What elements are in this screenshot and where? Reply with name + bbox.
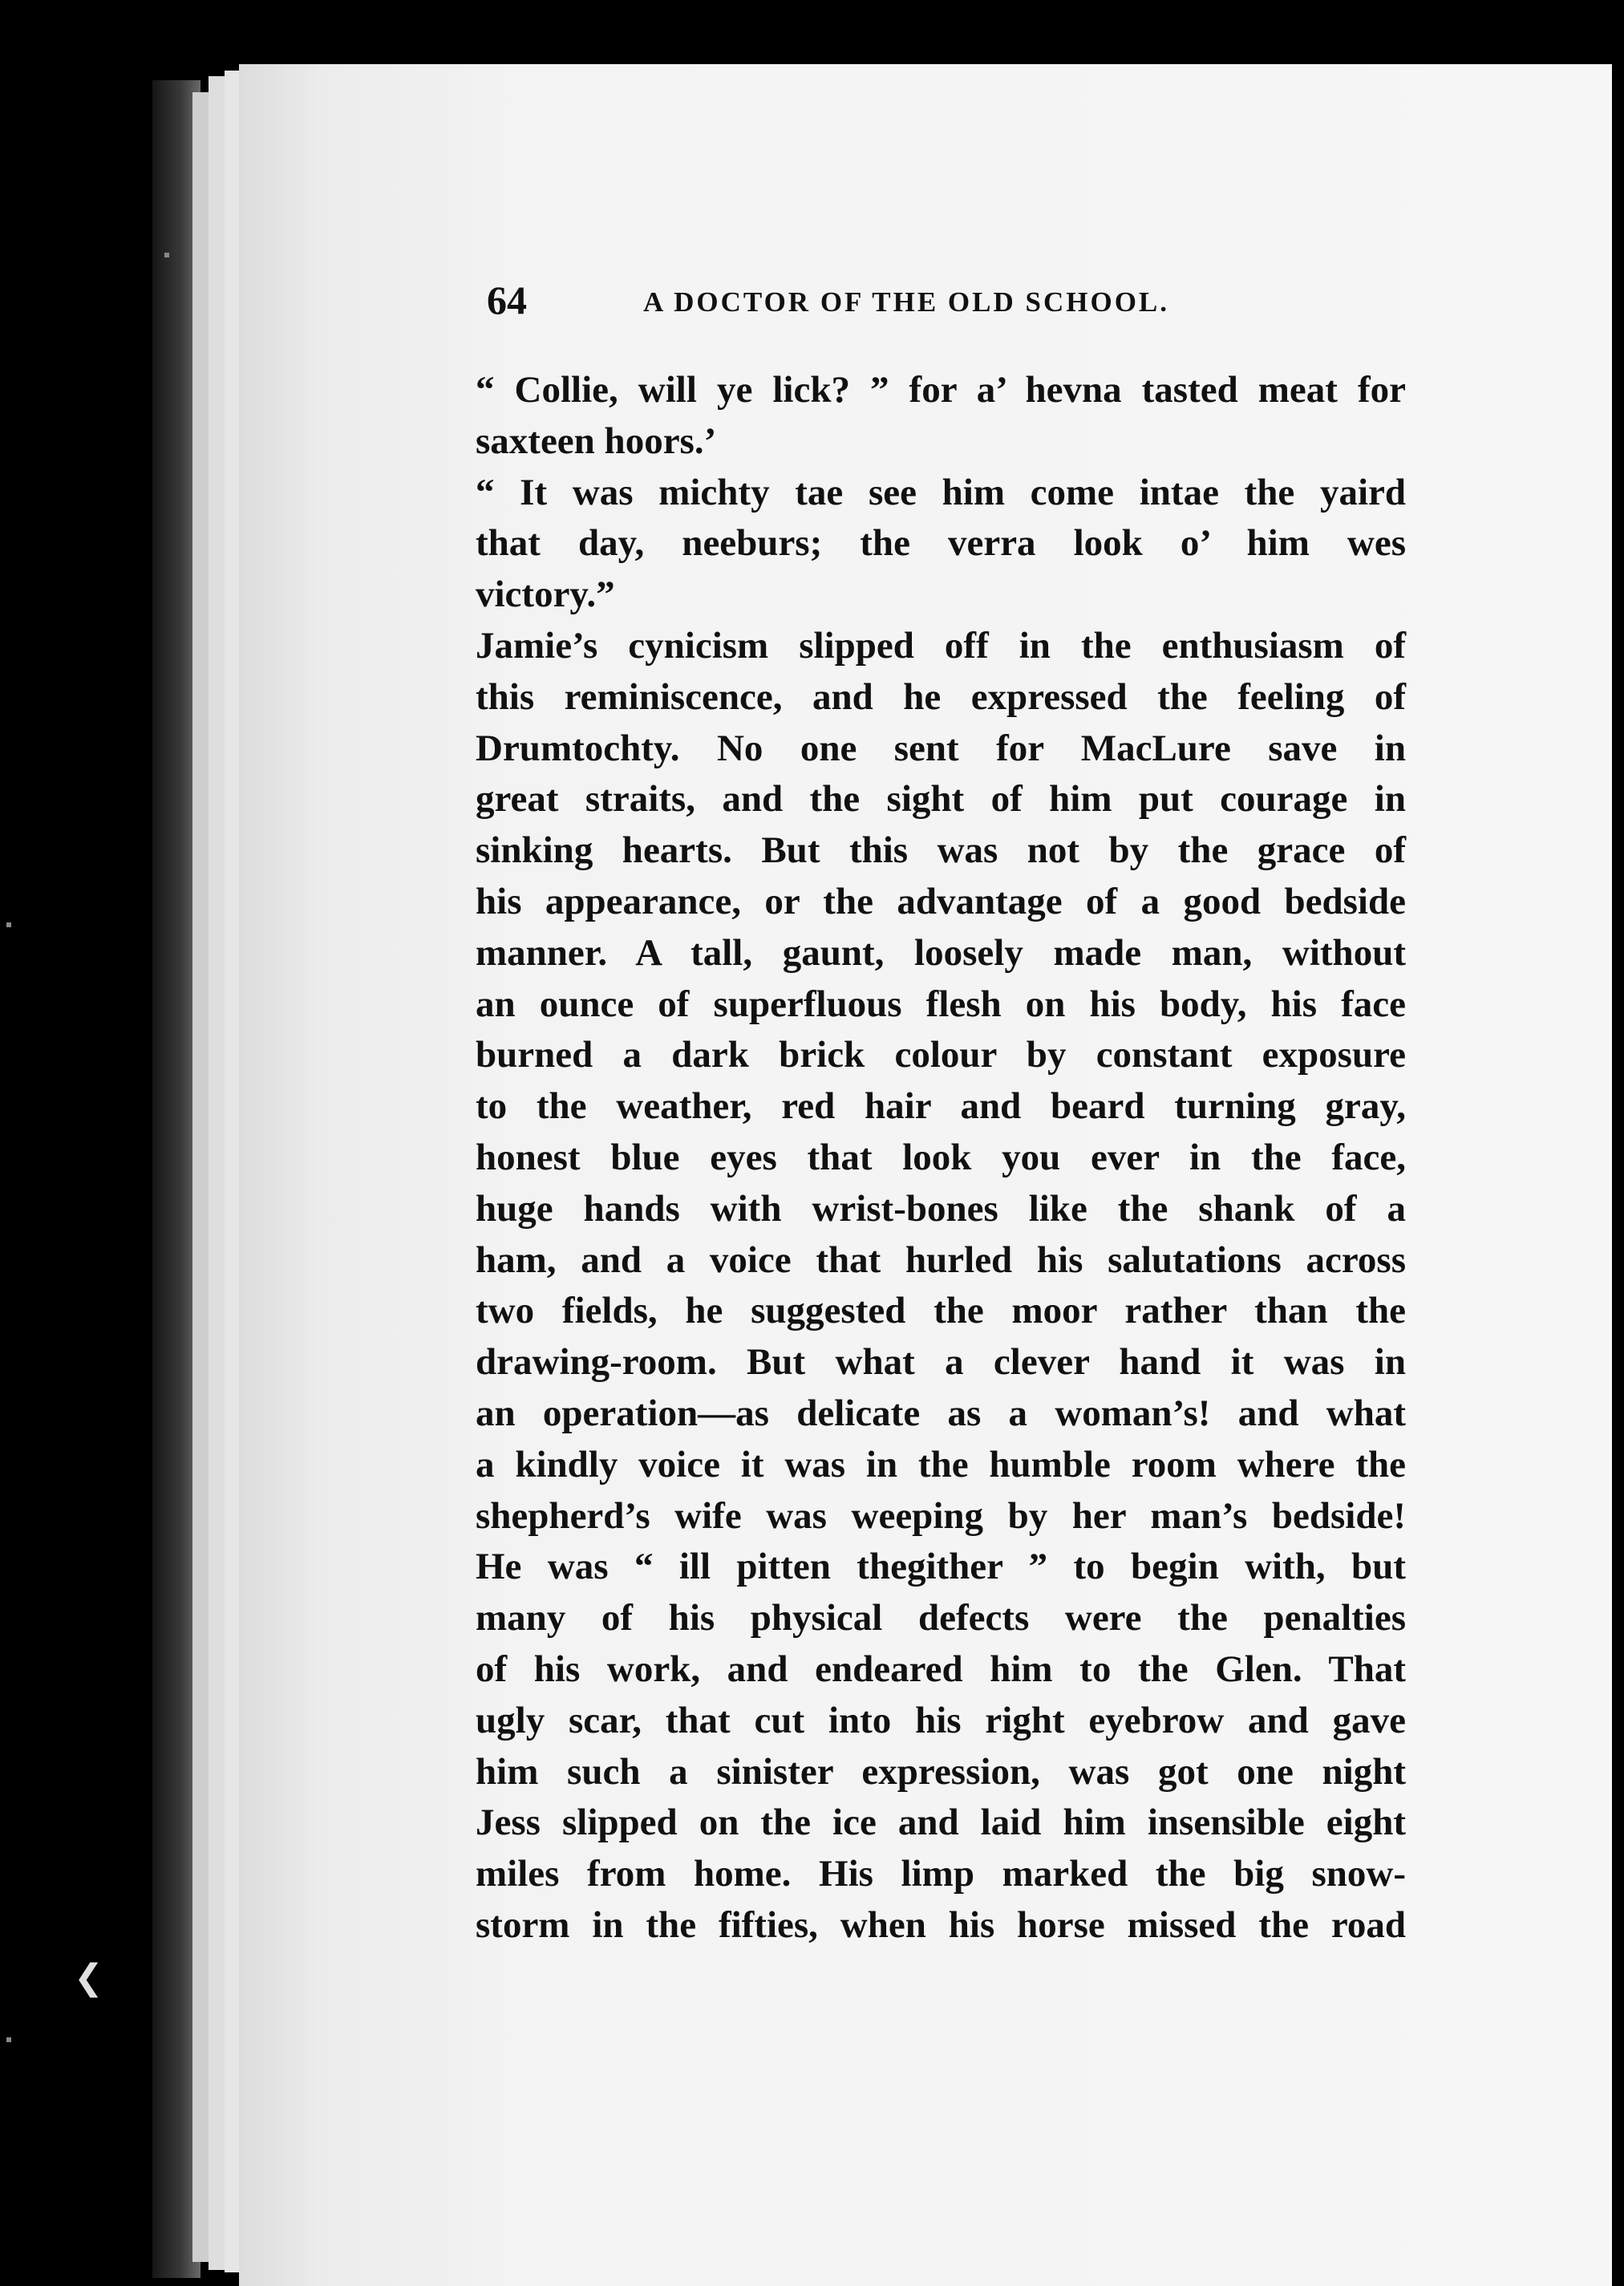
text-line: Jess slipped on the ice and laid him insensible eight: [476, 1802, 1406, 1844]
text-line: ugly scar, that cut into his right eyebrow and gave: [476, 1699, 1406, 1741]
text-line: manner. A tall, gaunt, loosely made man, without: [476, 931, 1406, 974]
text-line: his appearance, or the advantage of a good bedside: [476, 880, 1406, 922]
text-line: huge hands with wrist-bones like the shank of a: [476, 1187, 1406, 1230]
margin-arrow-icon: ❮: [74, 1957, 103, 1998]
text-line: Drumtochty. No one sent for MacLure save in: [476, 727, 1406, 769]
text-line: “ Collie, will ye lick? ” for a’ hevna tasted meat for: [476, 369, 1406, 411]
text-line: him such a sinister expression, was got one night: [476, 1750, 1406, 1793]
running-head: [487, 277, 1305, 325]
text-line: shepherd’s wife was weeping by her man’s bedside!: [476, 1494, 1406, 1537]
text-line: an ounce of superfluous flesh on his body, his face: [476, 983, 1406, 1025]
text-line: storm in the fifties, when his horse missed the road: [476, 1903, 1406, 1946]
text-line: burned a dark brick colour by constant exposure: [476, 1034, 1406, 1076]
text-line: great straits, and the sight of him put courage in: [476, 778, 1406, 821]
scan-speck: [6, 922, 11, 927]
text-line: “ It was michty tae see him come intae the yaird: [476, 471, 1406, 513]
scan-speck: [164, 253, 169, 257]
body-text: [476, 365, 1406, 1952]
text-line: ham, and a voice that hurled his salutations across: [476, 1238, 1406, 1281]
text-line: honest blue eyes that look you ever in the face,: [476, 1136, 1406, 1178]
text-line: many of his physical defects were the penalties: [476, 1597, 1406, 1640]
page-edge: [209, 76, 226, 2270]
text-line: this reminiscence, and he expressed the feeling of: [476, 675, 1406, 718]
text-line: of his work, and endeared him to the Glen. That: [476, 1648, 1406, 1690]
scan-speck: [6, 2037, 11, 2042]
text-line: victory.”: [476, 574, 615, 616]
text-line: sinking hearts. But this was not by the grace of: [476, 829, 1406, 872]
page-edge: [192, 92, 210, 2262]
text-line: miles from home. His limp marked the big snow-: [476, 1853, 1406, 1895]
text-line: a kindly voice it was in the humble room where the: [476, 1443, 1406, 1485]
text-line: that day, neeburs; the verra look o’ him wes: [476, 522, 1406, 565]
text-line: saxteen hoors.’: [476, 420, 717, 462]
page-edge: [225, 71, 241, 2272]
text-line: to the weather, red hair and beard turning gray,: [476, 1085, 1406, 1128]
running-head-title: A DOCTOR OF THE OLD SCHOOL.: [643, 286, 1170, 318]
page-number: 64: [487, 278, 527, 322]
text-line: two fields, he suggested the moor rather than the: [476, 1290, 1406, 1332]
text-line: Jamie’s cynicism slipped off in the enthusiasm of: [476, 624, 1406, 667]
text-line: drawing-room. But what a clever hand it was in: [476, 1341, 1406, 1384]
text-line: He was “ ill pitten thegither ” to begin with, but: [476, 1546, 1406, 1588]
text-line: an operation—as delicate as a woman’s! and what: [476, 1392, 1406, 1434]
